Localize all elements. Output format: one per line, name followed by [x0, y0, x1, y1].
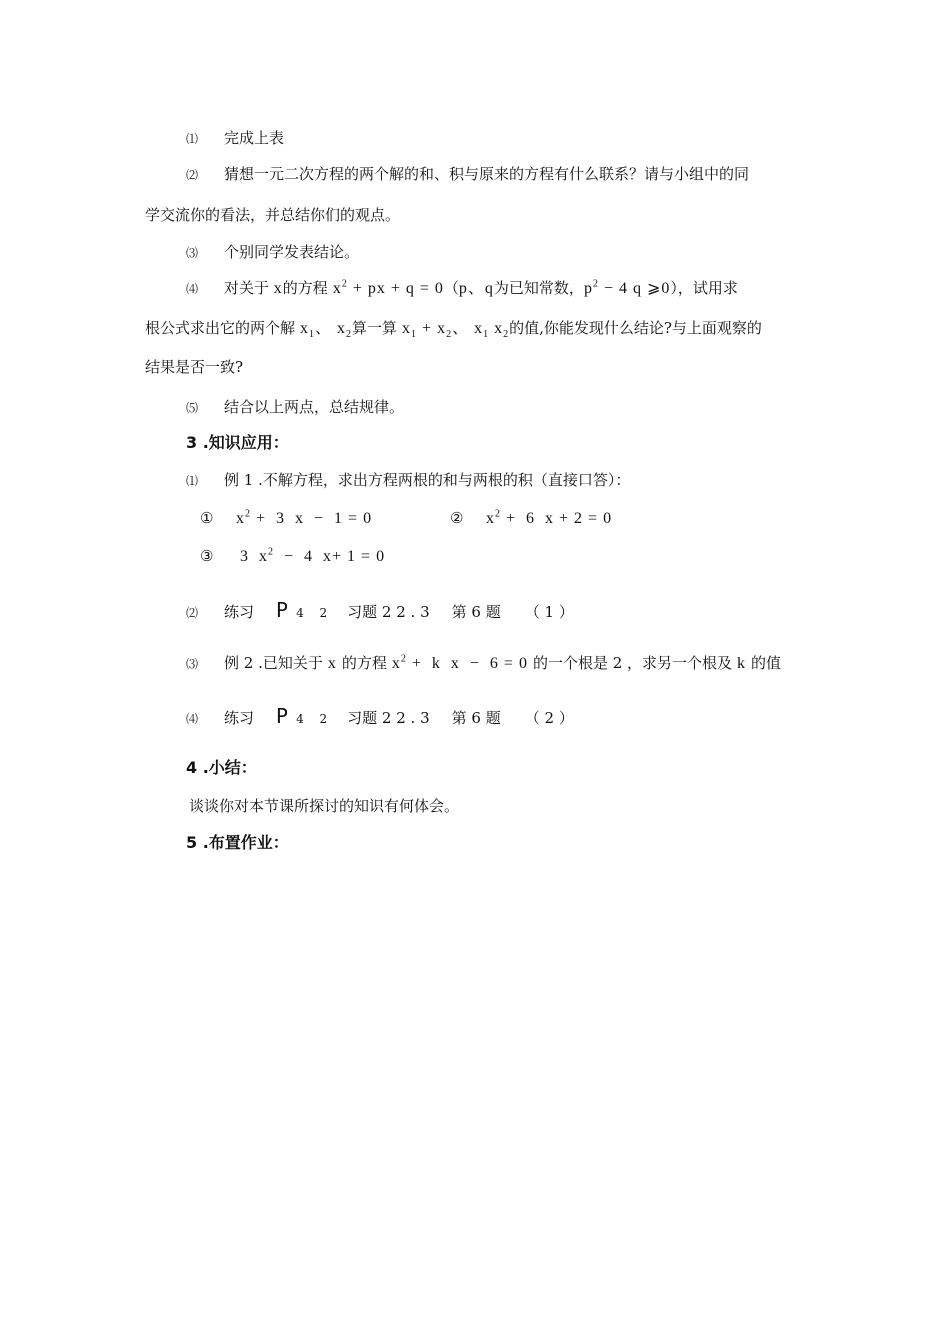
circled-number: ② — [450, 509, 464, 527]
item-text: 的值,你能发现什么结论?与上面观察的 — [509, 319, 762, 337]
equation-text: $x^2 + 6$ x + 2 = 0 — [486, 508, 613, 527]
problem-label: 第 6 题 — [451, 709, 501, 727]
section-heading-3: 3 .知识应用： — [186, 433, 289, 452]
equation-text: $x^2 + 3$ x − 1 = 0 — [236, 508, 373, 527]
page-number: 4 2 — [296, 712, 334, 726]
math-pq: p、q — [458, 280, 494, 297]
item-number: ⑷ — [186, 282, 199, 296]
math-sum-product: $x_1 + x_2$、 $x_1$ $x_2$ — [397, 320, 510, 341]
item-text: 个别同学发表结论。 — [224, 243, 360, 261]
equation-2 — [450, 508, 612, 529]
item-text: 算一算 — [352, 319, 398, 337]
item-text: 为已知常数， — [493, 279, 584, 297]
page-letter: P — [276, 704, 289, 728]
item-number: ⑶ — [186, 246, 199, 260]
problem-label: 第 6 题 — [451, 603, 501, 621]
application-3 — [186, 653, 781, 674]
page-letter: P — [276, 598, 289, 622]
math-x: x — [322, 655, 342, 672]
item-text: 的一个根是 2 ，求另一个根及 — [532, 654, 733, 672]
math-equation: $x^2$ + px + q = 0 — [327, 278, 444, 297]
page-number: 4 2 — [296, 606, 334, 620]
part-label: （ 1 ） — [524, 603, 574, 621]
item-number: ⑸ — [186, 401, 199, 415]
exercise-label: 习题 2 2 . 3 — [347, 709, 430, 727]
item-text: 结合以上两点，总结规律。 — [224, 398, 405, 416]
math-discriminant: $p^2 - 4$ q ⩾0 — [583, 278, 671, 297]
item-text: 例 1 .不解方程，求出方程两根的和与两根的积（直接口答）： — [224, 471, 631, 489]
item-number: ⑵ — [186, 606, 199, 620]
practice-label: 练习 — [224, 603, 255, 621]
equation-text: 3 $x^2 - 4$ x+ 1 = 0 — [240, 546, 386, 565]
item-number: ⑴ — [186, 474, 199, 488]
item-4-continued-2 — [145, 357, 243, 377]
item-text: 的方程 — [341, 654, 387, 672]
application-1 — [186, 470, 630, 491]
math-roots: $x_1$、 $x_2$ — [295, 320, 353, 341]
part-label: （ 2 ） — [524, 709, 574, 727]
item-4 — [186, 278, 738, 299]
exercise-label: 习题 2 2 . 3 — [347, 603, 430, 621]
item-3 — [186, 242, 359, 263]
section-heading-4: 4 .小结： — [186, 758, 257, 777]
math-x: x — [273, 280, 283, 297]
math-equation: $x^2 + k$ x − 6 = 0 — [386, 653, 533, 672]
item-number: ⑵ — [186, 168, 199, 182]
item-4-continued — [145, 318, 762, 339]
section-heading-5: 5 .布置作业： — [186, 833, 289, 852]
practice-label: 练习 — [224, 709, 255, 727]
item-text: 根公式求出它的两个解 — [145, 319, 296, 337]
item-1 — [186, 128, 284, 149]
application-2 — [186, 600, 574, 623]
item-5 — [186, 397, 404, 418]
item-text: 学交流你的看法，并总结你们的观点。 — [145, 206, 401, 224]
item-text: 猜想一元二次方程的两个解的和、积与原来的方程有什么联系？请与小组中的同 — [224, 165, 750, 183]
circled-number: ① — [200, 509, 214, 527]
summary-text: 谈谈你对本节课所探讨的知识有何体会。 — [189, 797, 460, 815]
item-2 — [186, 164, 749, 185]
equation-1 — [200, 508, 372, 529]
equation-3 — [200, 546, 385, 567]
item-text: （ — [443, 279, 459, 297]
math-k: k — [732, 655, 752, 672]
item-text: 例 2 .已知关于 — [224, 654, 323, 672]
circled-number: ③ — [200, 547, 214, 565]
item-number: ⑴ — [186, 132, 199, 146]
item-2-continued — [145, 205, 400, 225]
item-text: ），试用求 — [670, 279, 738, 297]
item-text: 对关于 — [224, 279, 270, 297]
item-number: ⑷ — [186, 712, 199, 726]
item-number: ⑶ — [186, 657, 199, 671]
item-text: 的方程 — [282, 279, 328, 297]
item-text: 完成上表 — [224, 129, 285, 147]
item-text: 的值 — [751, 654, 782, 672]
application-4 — [186, 706, 574, 729]
item-text: 结果是否一致? — [145, 358, 244, 376]
